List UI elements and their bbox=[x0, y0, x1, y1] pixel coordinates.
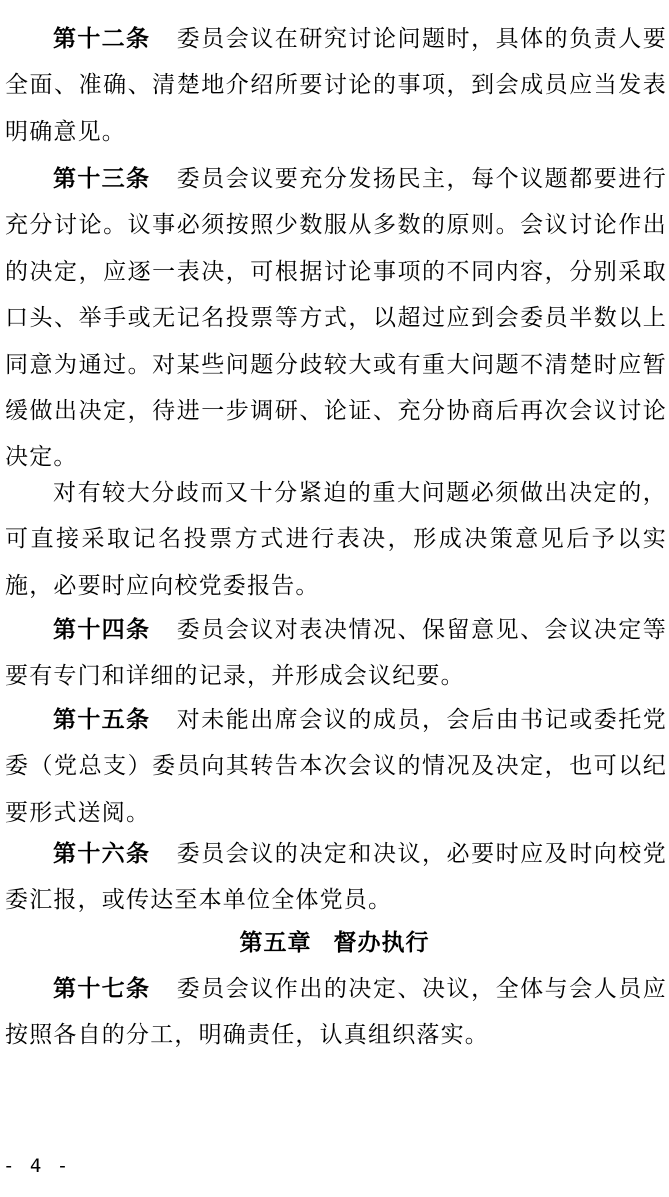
article-13-continuation bbox=[5, 470, 667, 609]
article-13 bbox=[5, 156, 667, 481]
article-17 bbox=[5, 966, 667, 1059]
chapter-number: 第五章 bbox=[239, 930, 312, 956]
article-label: 第十六条 bbox=[53, 841, 151, 867]
article-text: 对有较大分歧而又十分紧迫的重大问题必须做出决定的，可直接采取记名投票方式进行表决，形成决策意见后予以实施，必要时应向校党委报告。 bbox=[5, 480, 667, 599]
article-12 bbox=[5, 16, 667, 155]
article-text: 委员会议的决定和决议，必要时应及时向校党委汇报，或传达至本单位全体党员。 bbox=[5, 841, 668, 914]
article-label: 第十四条 bbox=[53, 617, 151, 643]
article-text: 委员会议要充分发扬民主，每个议题都要进行充分讨论。议事必须按照少数服从多数的原则。会议讨论作出的决定，应逐一表决，可根据讨论事项的不同内容，分别采取口头、举手或无记名投票等方式，以超过应到会委员半数以上同意为通过。对某些问题分歧较大或有重大问题不清楚时应暂缓做出决定，待进一步调研、论证、充分协商后再次会议讨论决定。 bbox=[5, 166, 668, 471]
article-label: 第十七条 bbox=[53, 976, 151, 1002]
article-15 bbox=[5, 697, 667, 836]
article-label: 第十五条 bbox=[53, 707, 151, 733]
article-14 bbox=[5, 607, 667, 700]
article-label: 第十二条 bbox=[53, 26, 151, 52]
page-number: - 4 - bbox=[3, 1155, 71, 1177]
article-text: 对未能出席会议的成员，会后由书记或委托党委（党总支）委员向其转告本次会议的情况及决定，也可以纪要形式送阅。 bbox=[5, 707, 668, 826]
article-text: 委员会议在研究讨论问题时，具体的负责人要全面、准确、清楚地介绍所要讨论的事项，到会成员应当发表明确意见。 bbox=[5, 26, 668, 145]
article-16 bbox=[5, 831, 667, 924]
chapter-title: 督办执行 bbox=[333, 930, 430, 956]
article-text: 委员会议作出的决定、决议，全体与会人员应按照各自的分工，明确责任，认真组织落实。 bbox=[5, 976, 668, 1049]
article-label: 第十三条 bbox=[53, 166, 151, 192]
article-text: 委员会议对表决情况、保留意见、会议决定等要有专门和详细的记录，并形成会议纪要。 bbox=[5, 617, 668, 690]
chapter-heading bbox=[0, 920, 669, 966]
